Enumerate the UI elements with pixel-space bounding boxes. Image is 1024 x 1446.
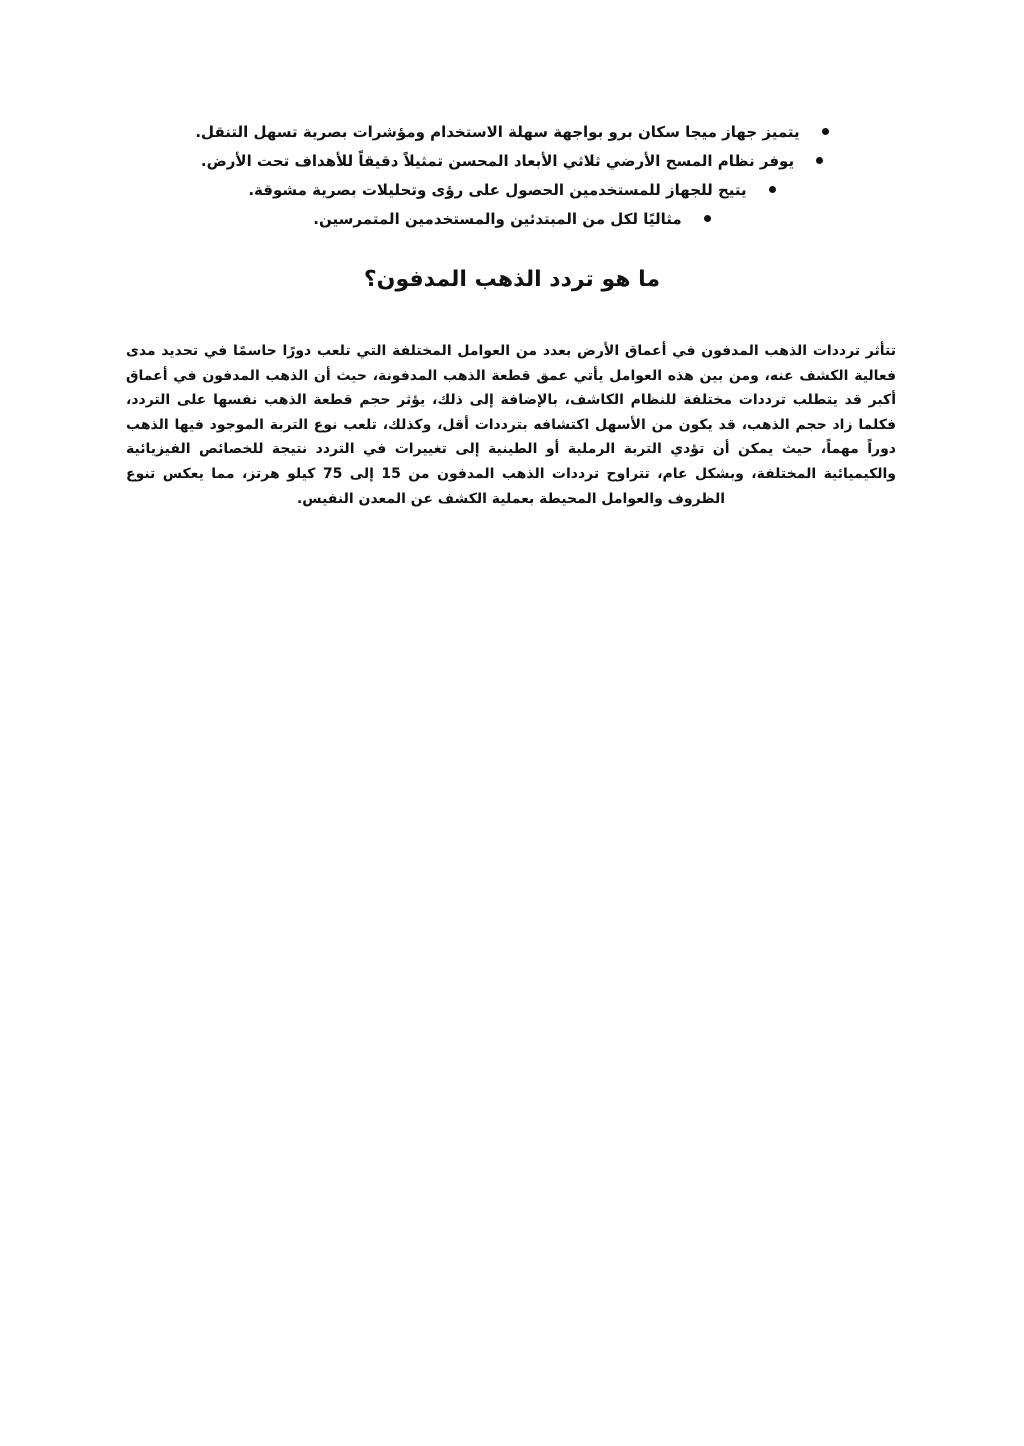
bullet-dot-icon: [816, 157, 823, 164]
bullet-text: يتيح للجهاز للمستخدمين الحصول على رؤى وتحليلات بصرية مشوقة.: [248, 181, 747, 199]
bullet-text: يتميز جهاز ميجا سكان برو بواجهة سهلة الاستخدام ومؤشرات بصرية تسهل التنقل.: [195, 123, 800, 141]
bullet-text: يوفر نظام المسح الأرضي ثلاثي الأبعاد المحسن تمثيلاً دقيقاً للأهداف تحت الأرض.: [200, 152, 795, 170]
bullet-text: مثاليًا لكل من المبتدئين والمستخدمين المتمرسين.: [313, 210, 682, 228]
bullet-item: [120, 118, 904, 147]
section-heading: ما هو تردد الذهب المدفون؟: [363, 267, 661, 292]
body-paragraph: تتأثر ترددات الذهب المدفون في أعماق الأرض بعدد من العوامل المختلفة التي تلعب دورًا حاسمًا في تحديد مدى فعالية الكشف عنه، ومن بين هذه العوامل يأتي عمق قطعة الذهب المدفونة، حيث أن الذهب المدفون في أعماق أكبر قد يتطلب ترددات مختلفة للنظام الكاشف، بالإضافة إلى ذلك، يؤثر حجم قطعة الذهب نفسها على التردد، فكلما زاد حجم الذهب، قد يكون من الأسهل اكتشافه بترددات أقل، وكذلك، تلعب نوع التربة الموجود فيها الذهب دوراً مهماً، حيث يمكن أن تؤدي التربة الرملية أو الطينية إلى تغييرات في التردد نتيجة للخصائص الفيزيائية والكيميائية المختلفة، وبشكل عام، تتراوح ترددات الذهب المدفون من 15 إلى 75 كيلو هرتز، مما يعكس تنوع الظروف والعوامل المحيطة بعملية الكشف عن المعدن النفيس.: [126, 343, 896, 507]
bullet-item: [120, 147, 904, 176]
bullet-dot-icon: [704, 215, 711, 222]
bullet-dot-icon: [769, 186, 776, 193]
feature-bullet-list: [120, 118, 904, 234]
bullet-dot-icon: [822, 128, 829, 135]
bullet-item: [120, 205, 904, 234]
bullet-item: [120, 176, 904, 205]
